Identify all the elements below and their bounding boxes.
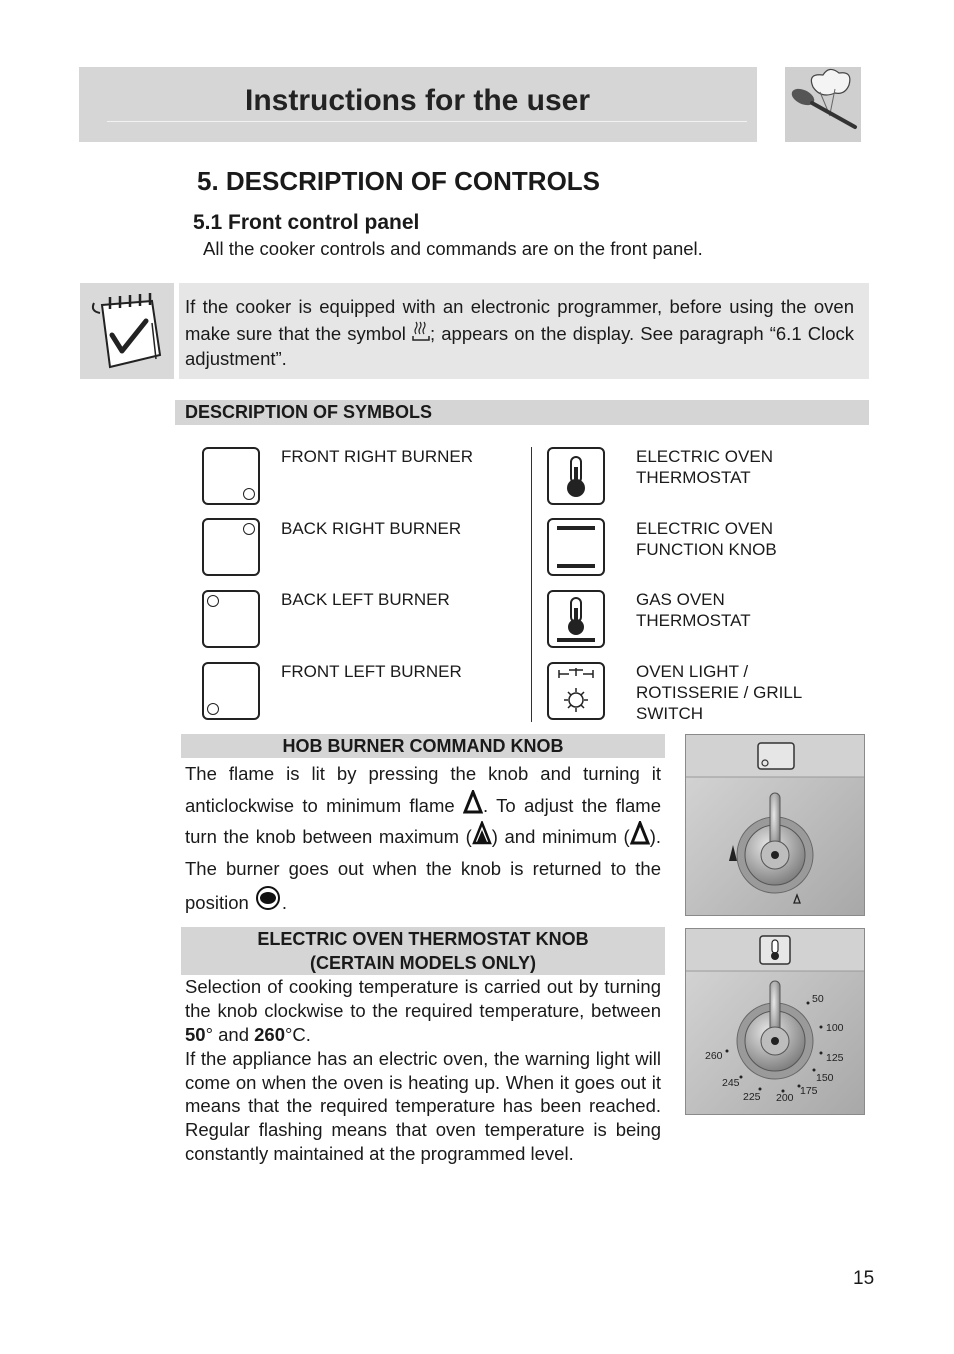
dial-label: 125 [826, 1052, 844, 1064]
thermostat-knob-illustration [685, 928, 865, 1115]
page-number: 15 [853, 1268, 875, 1289]
chef-spoon-logo-icon [785, 67, 861, 142]
symbol-label: FRONT LEFT BURNER [281, 662, 462, 681]
dial-label: 175 [800, 1085, 818, 1097]
dial-label: 200 [776, 1092, 794, 1104]
burner-front-right-icon [202, 447, 260, 505]
min-flame-icon [630, 821, 650, 845]
section-title: 5. DESCRIPTION OF CONTROLS [197, 166, 601, 196]
burner-front-left-icon [202, 662, 260, 720]
notepad-check-icon [80, 283, 174, 379]
thermometer-icon [547, 590, 605, 648]
hob-knob-illustration [685, 734, 865, 916]
thermostat-knob-heading: ELECTRIC OVEN THERMOSTAT KNOB (CERTAIN MODELS ONLY) [181, 927, 665, 975]
dial-label: 225 [743, 1091, 761, 1103]
hob-knob-heading: HOB BURNER COMMAND KNOB [181, 734, 665, 758]
subsection-text: All the cooker controls and commands are on the front panel. [203, 238, 703, 259]
dial-label: 50 [812, 993, 824, 1005]
symbol-label: BACK RIGHT BURNER [281, 519, 462, 538]
page-header-title: Instructions for the user [245, 84, 591, 117]
programmer-symbol-icon [412, 320, 430, 342]
hob-knob-text: The flame is lit by pressing the knob and turning it anticlockwise to minimum flame . To adjust the flame turn the knob between maximum ( ) and minimum ( ). The burner goes out when the knob is returned to the position . [185, 763, 662, 913]
symbol-label: BACK LEFT BURNER [281, 590, 450, 609]
dial-label: 150 [816, 1072, 834, 1084]
max-flame-icon [472, 821, 492, 845]
subsection-title: 5.1 Front control panel [193, 211, 420, 234]
min-flame-icon [463, 790, 483, 814]
thermostat-text-2: If the appliance has an electric oven, the warning light will come on when the oven is heating up. When it goes out it means that the required temperature has been reached. Regular flashing means that oven temperature is being constantly maintained at the programmed level. [185, 1048, 661, 1164]
symbols-divider [531, 447, 532, 722]
symbol-label: ELECTRIC OVEN FUNCTION KNOB [636, 519, 777, 559]
symbol-label: GAS OVEN THERMOSTAT [636, 590, 751, 630]
thermometer-icon [547, 447, 605, 505]
burner-back-right-icon [202, 518, 260, 576]
burner-back-left-icon [202, 590, 260, 648]
dial-label: 100 [826, 1022, 844, 1034]
symbol-label: ELECTRIC OVEN THERMOSTAT [636, 447, 773, 487]
thermostat-text-1: Selection of cooking temperature is carried out by turning the knob clockwise to the required temperature, between 50° and 260°C. [185, 976, 661, 1045]
note-box [179, 283, 869, 379]
off-position-icon [254, 885, 282, 911]
dial-label: 260 [705, 1050, 723, 1062]
dial-label: 245 [722, 1077, 740, 1089]
symbol-label: FRONT RIGHT BURNER [281, 447, 474, 466]
symbols-header: DESCRIPTION OF SYMBOLS [175, 400, 869, 425]
symbol-label: OVEN LIGHT / ROTISSERIE / GRILL SWITCH [636, 662, 803, 723]
note-icon-box [80, 283, 174, 379]
note-text: If the cooker is equipped with an electronic programmer, before using the oven make sure that the symbol ; appears on the display. See paragraph “6.1 Clock adjustment”. [185, 296, 854, 369]
oven-function-icon [547, 518, 605, 576]
oven-light-icon [547, 662, 605, 720]
